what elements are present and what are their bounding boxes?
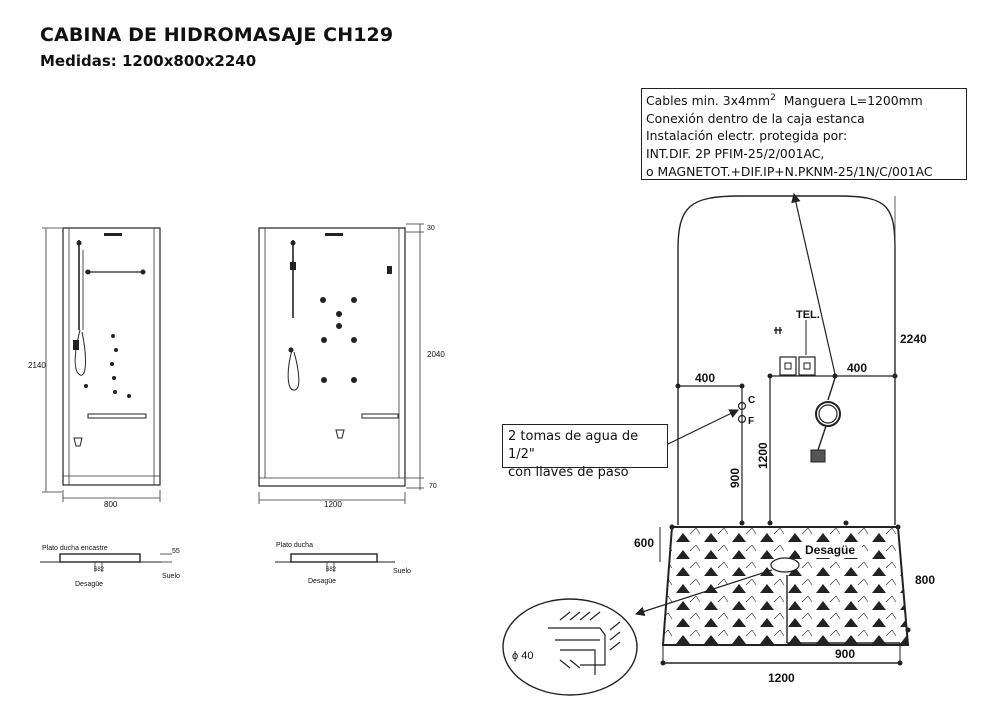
dim-2240: 2240 [900, 332, 927, 346]
spec-line-3: Instalación electr. protegida por: [646, 128, 848, 144]
dim-900-horizontal: 900 [835, 647, 856, 661]
spec-line-2: Conexión dentro de la caja estanca [646, 110, 865, 126]
dim-1200-vertical: 1200 [756, 442, 770, 469]
side-height-label: 2140 [28, 361, 46, 370]
front-base-label: 70 [429, 483, 437, 490]
page-subtitle: Medidas: 1200x800x2240 [40, 52, 257, 70]
spec-hose: Manguera L=1200mm [783, 93, 923, 109]
tel-label: TEL. [796, 309, 820, 321]
front-top-label: 30 [427, 225, 435, 232]
dim-900-vertical: 900 [728, 467, 742, 488]
hot-water-label: C [748, 395, 756, 406]
dim-600: 600 [634, 536, 655, 550]
cold-water-label: F [748, 416, 755, 427]
spec-line-5: o MAGNETOT.+DIF.IP+N.PKNM-25/1N/C/001AC [646, 163, 933, 179]
dim-400-left: 400 [695, 371, 716, 385]
side-floor-label: Suelo [162, 573, 180, 580]
spec-line-4: INT.DIF. 2P PFIM-25/2/001AC, [646, 145, 825, 161]
spec-superscript: 2 [770, 93, 776, 103]
front-drain-label: Desagüe [308, 578, 337, 585]
front-height-label: 2040 [427, 350, 445, 359]
front-floor-label: Suelo [393, 568, 411, 575]
electrical-spec-box [641, 88, 967, 180]
page-title: CABINA DE HIDROMASAJE CH129 [40, 24, 394, 46]
side-drain-code: 682 [94, 567, 105, 573]
side-width-label: 800 [104, 500, 118, 509]
side-tray-label: Plato ducha encastre [42, 545, 108, 552]
water-line-2: con llaves de paso [508, 465, 629, 480]
side-view [42, 228, 160, 502]
spec-cables: Cables min. 3x4mm [646, 93, 771, 109]
water-line-1: 2 tomas de agua de 1/2" [508, 429, 639, 462]
front-width-label: 1200 [324, 500, 342, 509]
pipe-diameter-label: ϕ 40 [512, 650, 534, 662]
front-drain-code: 682 [326, 567, 337, 573]
dim-1200-horizontal: 1200 [768, 671, 795, 685]
spec-line-1 [646, 90, 962, 110]
side-drain-label: Desagüe [75, 581, 104, 588]
front-view [259, 224, 424, 504]
water-intake-box [502, 424, 668, 480]
front-tray-label: Plato ducha [276, 542, 313, 549]
install-drain-label: Desagüe [805, 543, 856, 557]
dim-800: 800 [915, 573, 936, 587]
side-tray-height-label: 55 [172, 548, 180, 555]
dim-400-right: 400 [847, 361, 868, 375]
side-tray [40, 554, 172, 572]
